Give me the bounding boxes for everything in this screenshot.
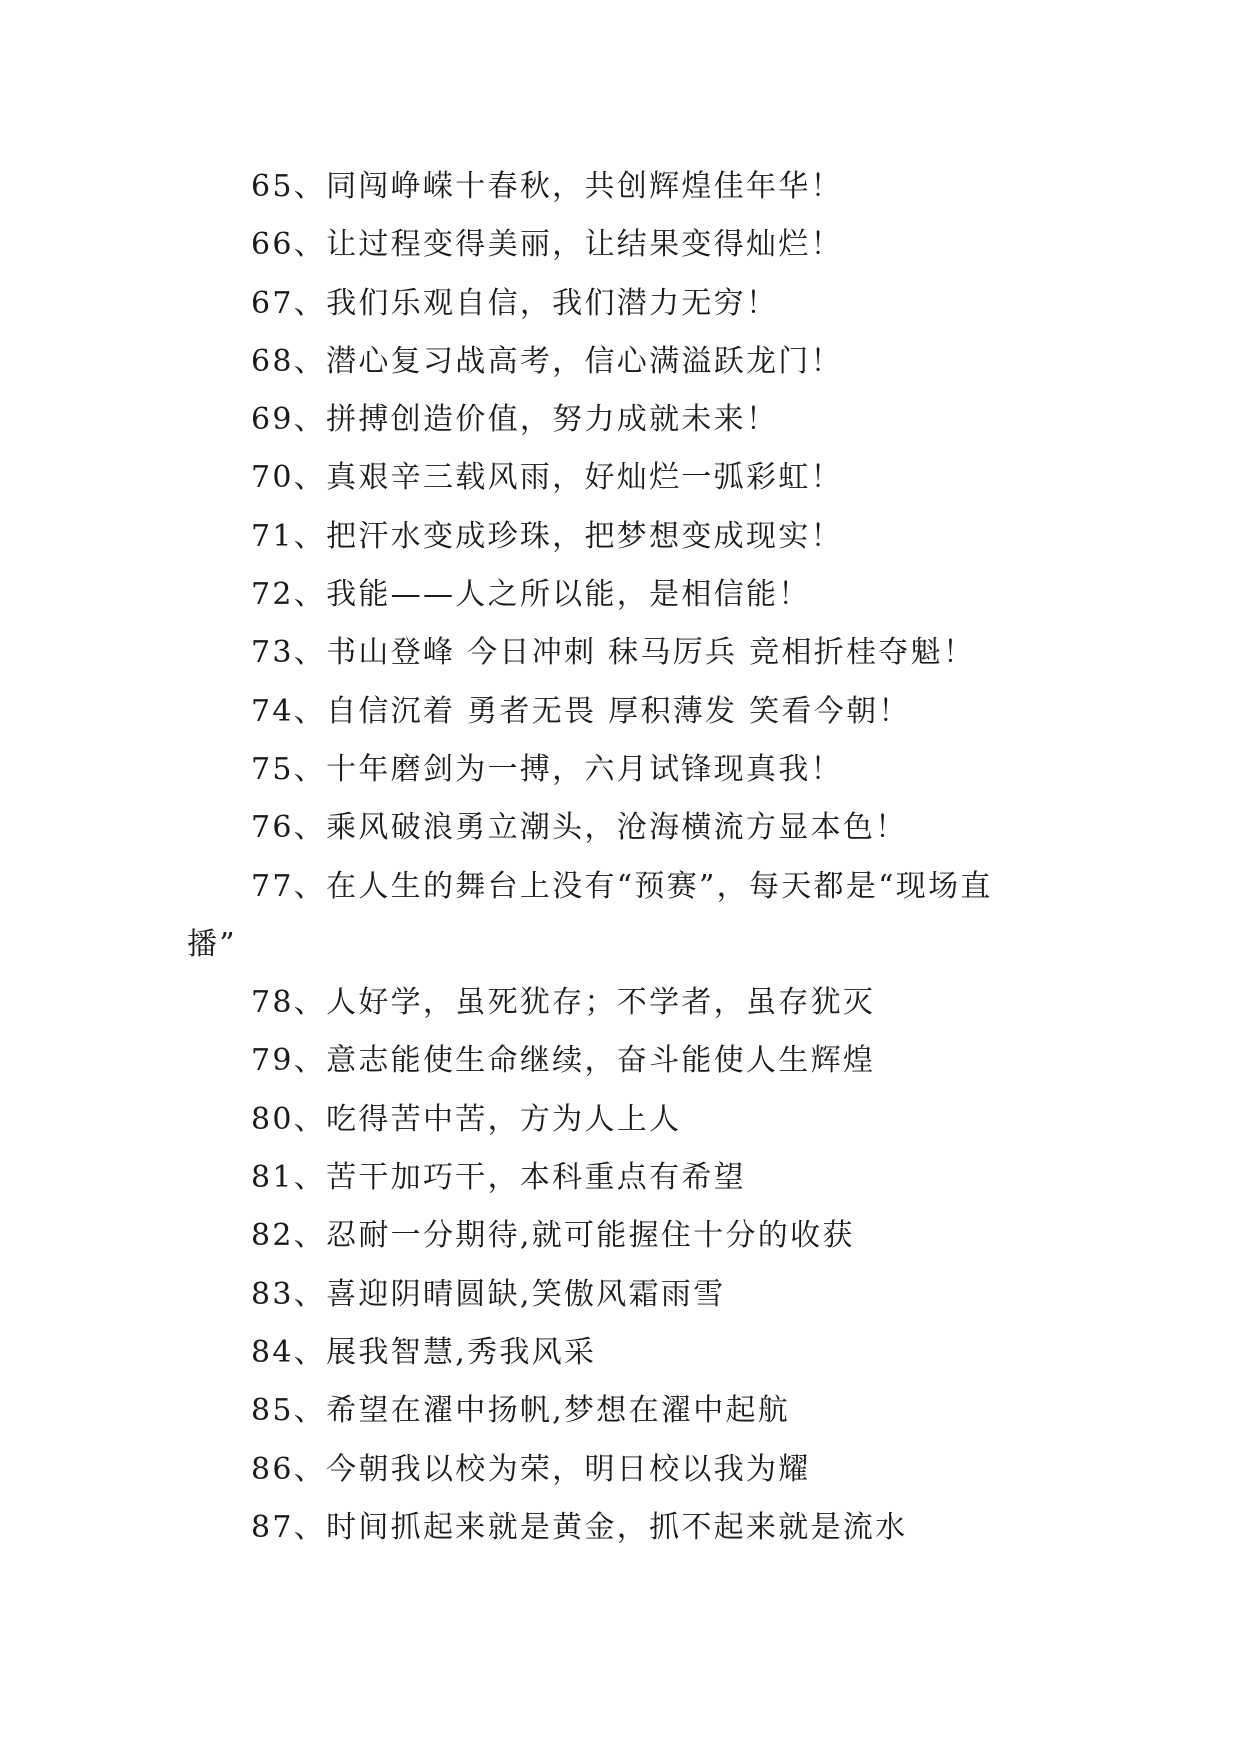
slogan-line-68: 68、潜心复习战高考，信心满溢跃龙门！ <box>251 343 843 379</box>
slogan-line-86: 86、今朝我以校为荣，明日校以我为耀 <box>251 1451 811 1487</box>
slogan-line-69: 69、拼搏创造价值，努力成就未来！ <box>251 402 779 438</box>
slogan-line-67: 67、我们乐观自信，我们潜力无穷！ <box>251 285 779 321</box>
slogan-line-84: 84、展我智慧,秀我风采 <box>251 1334 597 1370</box>
slogan-line-76: 76、乘风破浪勇立潮头，沧海横流方显本色！ <box>251 810 908 846</box>
slogan-line-78: 78、人好学，虽死犹存；不学者，虽存犹灭 <box>251 985 876 1021</box>
slogan-line-73: 73、书山登峰 今日冲刺 秣马厉兵 竞相折桂夺魁！ <box>251 635 976 671</box>
slogan-line-74: 74、自信沉着 勇者无畏 厚积薄发 笑看今朝！ <box>251 693 911 729</box>
slogan-line-65: 65、同闯峥嵘十春秋，共创辉煌佳年华！ <box>251 169 843 204</box>
slogan-line-81: 81、苦干加巧干，本科重点有希望 <box>251 1160 746 1196</box>
slogan-line-75: 75、十年磨剑为一搏，六月试锋现真我！ <box>251 751 843 787</box>
slogan-line-80: 80、吃得苦中苦，方为人上人 <box>251 1101 682 1137</box>
slogan-line-85: 85、希望在濯中扬帆,梦想在濯中起航 <box>251 1393 791 1429</box>
slogan-line-77-continuation: 播” <box>187 926 237 962</box>
slogan-line-82: 82、忍耐一分期待,就可能握住十分的收获 <box>251 1218 855 1254</box>
slogan-line-77: 77、在人生的舞台上没有“预赛”，每天都是“现场直 <box>251 868 993 904</box>
slogan-line-72: 72、我能——人之所以能，是相信能！ <box>251 577 811 613</box>
slogan-list <box>187 158 1067 1557</box>
slogan-line-71: 71、把汗水变成珍珠，把梦想变成现实！ <box>251 518 843 554</box>
slogan-line-70: 70、真艰辛三载风雨，好灿烂一弧彩虹！ <box>251 460 843 496</box>
slogan-line-66: 66、让过程变得美丽，让结果变得灿烂！ <box>251 227 843 263</box>
slogan-line-79: 79、意志能使生命继续，奋斗能使人生辉煌 <box>251 1043 876 1079</box>
slogan-line-83: 83、喜迎阴晴圆缺,笑傲风霜雨雪 <box>251 1276 726 1312</box>
slogan-line-87: 87、时间抓起来就是黄金，抓不起来就是流水 <box>251 1509 908 1545</box>
